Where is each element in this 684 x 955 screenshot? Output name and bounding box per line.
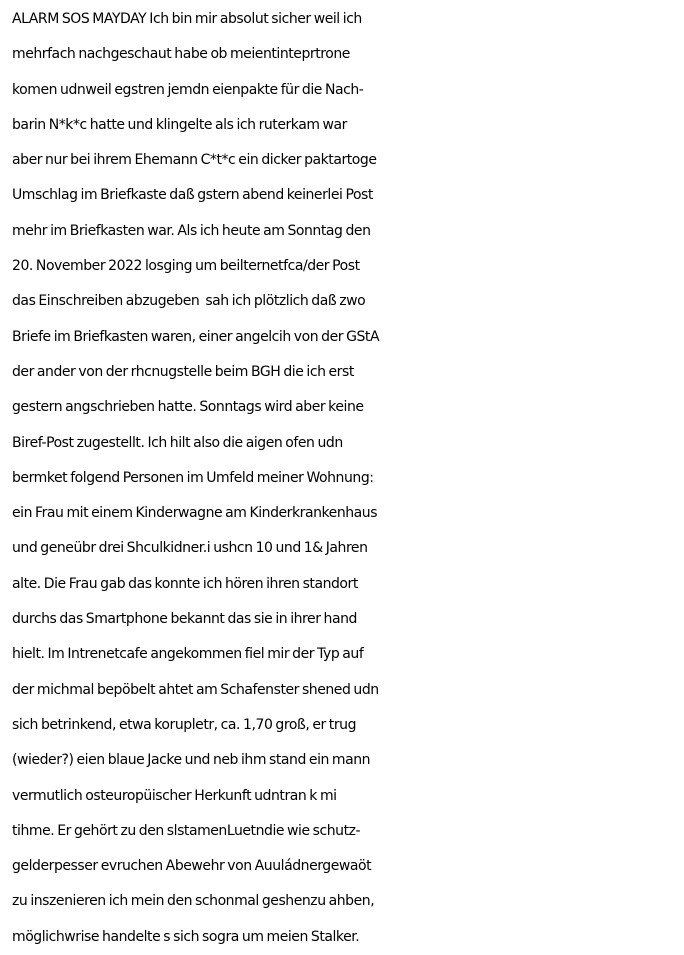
body-text bbox=[12, 2, 684, 955]
text-line: vermutlich osteuropüischer Herkunft udntran k mi bbox=[12, 787, 337, 804]
text-line: das Einschreiben abzugeben sah ich plötzlich daß zwo bbox=[12, 293, 366, 310]
text-line: 20. November 2022 losging um beilternetfca/der Post bbox=[12, 258, 360, 275]
text-line: sich betrinkend, etwa korupletr, ca. 1,70 groß, er trug bbox=[12, 716, 357, 733]
text-line: mehr im Briefkasten war. Als ich heute am Sonntag den bbox=[12, 222, 371, 239]
text-line: bermket folgend Personen im Umfeld meiner Wohnung: bbox=[12, 469, 374, 486]
text-line: gelderpesser evruchen Abewehr von Auuládnergewaöt bbox=[12, 858, 372, 875]
text-line: Briefe im Briefkasten waren, einer angelcih von der GStA bbox=[12, 328, 380, 345]
text-line: Biref-Post zugestellt. Ich hilt also die aigen ofen udn bbox=[12, 434, 343, 451]
text-line: zu inszenieren ich mein den schonmal geshenzu ahben, bbox=[12, 893, 375, 910]
text-line: der michmal bepöbelt ahtet am Schafenster shened udn bbox=[12, 681, 379, 698]
text-line: durchs das Smartphone bekannt das sie in ihrer hand bbox=[12, 611, 357, 628]
text-line: Umschlag im Briefkaste daß gstern abend keinerlei Post bbox=[12, 187, 373, 204]
text-line: ein Frau mit einem Kinderwagne am Kinderkrankenhaus bbox=[12, 505, 378, 522]
text-line: (wieder?) eien blaue Jacke und neb ihm stand ein mann bbox=[12, 752, 371, 769]
text-line: und geneübr drei Shculkidner.i ushcn 10 und 1& Jahren bbox=[12, 540, 368, 557]
text-line: ALARM SOS MAYDAY Ich bin mir absolut sicher weil ich bbox=[12, 11, 362, 27]
text-line: barin N*k*c hatte und klingelte als ich ruterkam war bbox=[12, 116, 347, 133]
text-line: tihme. Er gehört zu den slstamenLuetndie wie schutz- bbox=[12, 822, 361, 839]
text-line: mehrfach nachgeschaut habe ob meientinteprtrone bbox=[12, 46, 350, 63]
text-line: gestern angschrieben hatte. Sonntags wird aber keine bbox=[12, 399, 364, 416]
text-line: möglichwrise handelte s sich sogra um meien Stalker. bbox=[12, 928, 360, 945]
text-line: komen udnweil egstren jemdn eienpakte für die Nach- bbox=[12, 81, 364, 98]
text-line: hielt. Im Intrenetcafe angekommen fiel mir der Typ auf bbox=[12, 646, 364, 663]
text-line: der ander von der rhcnugstelle beim BGH die ich erst bbox=[12, 363, 354, 380]
text-line: aber nur bei ihrem Ehemann C*t*c ein dicker paktartoge bbox=[12, 152, 377, 169]
text-line: alte. Die Frau gab das konnte ich hören ihren standort bbox=[12, 575, 358, 592]
